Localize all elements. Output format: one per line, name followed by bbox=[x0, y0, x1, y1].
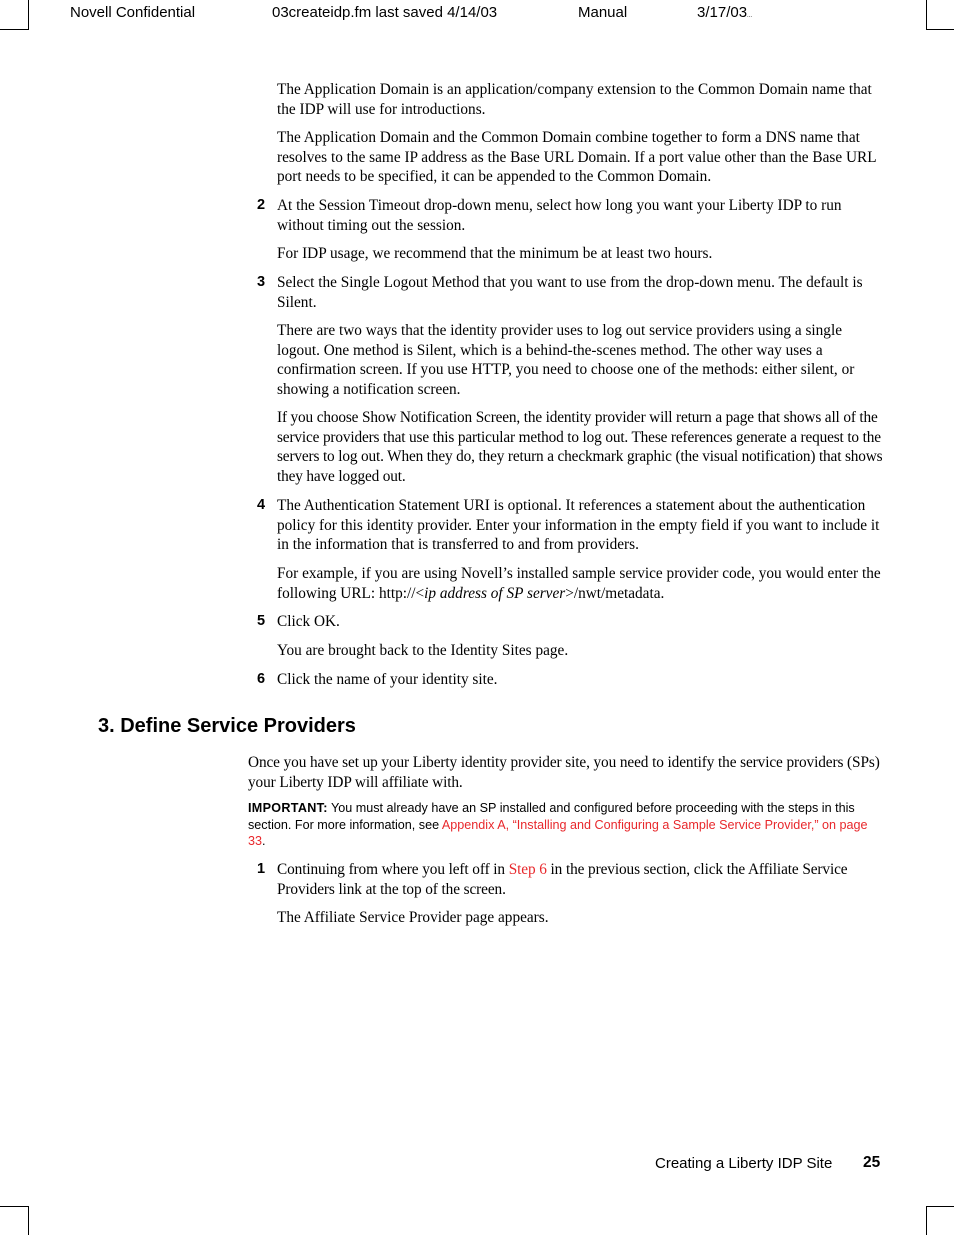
page-number: 25 bbox=[863, 1154, 881, 1171]
step-6-link[interactable]: Step 6 bbox=[508, 861, 547, 878]
header-confidential: Novell Confidential bbox=[70, 4, 196, 21]
step-number: 2 bbox=[257, 197, 266, 213]
url-placeholder: ip address of SP server bbox=[424, 584, 566, 602]
step-number: 1 bbox=[257, 861, 266, 877]
paragraph-back-to-sites: You are brought back to the Identity Sites page. bbox=[277, 642, 569, 659]
url-example-text: For example, if you are using Novell’s installed sample service provider code, you would enter the following URL: http://< bbox=[277, 565, 881, 602]
paragraph-notification-screen: If you choose Show Notification Screen, the identity provider will return a page that shows all of the service providers that use this particular method to log out. These references generate a request to the servers to log out. When they do, they return a checkmark graphic (the visual notification) that shows they have logged out. bbox=[277, 409, 883, 485]
header-date-suffix: ... bbox=[747, 13, 753, 19]
step-click-ok: Click OK. bbox=[277, 613, 340, 630]
crop-mark bbox=[28, 0, 29, 30]
step-number: 3 bbox=[257, 274, 266, 290]
step-session-timeout: At the Session Timeout drop-down menu, select how long you want your Liberty IDP to run without timing out the session. bbox=[277, 197, 842, 234]
paragraph-url-example bbox=[277, 564, 883, 603]
header-doc-type: Manual bbox=[578, 4, 628, 21]
section-heading: 3. Define Service Providers bbox=[98, 715, 356, 737]
footer-chapter-title: Creating a Liberty IDP Site bbox=[655, 1155, 833, 1172]
appendix-link[interactable]: Appendix A, “Installing and Configuring a Sample Service Provider,” on page 33 bbox=[248, 817, 868, 848]
paragraph-idp-usage: For IDP usage, we recommend that the minimum be at least two hours. bbox=[277, 245, 713, 262]
paragraph-dns-name: The Application Domain and the Common Domain combine together to form a DNS name that resolves to the same IP address as the Base URL Domain. If a port value other than the Base URL port needs to be specified, it can be appended to the Common Domain. bbox=[277, 129, 876, 185]
note-label: IMPORTANT: bbox=[248, 801, 328, 815]
step1-text-end: in the previous section, click the Affiliate Service Providers link at the top of the screen. bbox=[277, 861, 848, 898]
step-number: 5 bbox=[257, 613, 266, 629]
crop-mark bbox=[0, 1206, 28, 1207]
note-end: . bbox=[262, 834, 266, 848]
crop-mark bbox=[28, 1206, 29, 1235]
paragraph-application-domain: The Application Domain is an application/company extension to the Common Domain name that the IDP will use for introductions. bbox=[277, 81, 872, 118]
paragraph-section-intro: Once you have set up your Liberty identity provider site, you need to identify the service providers (SPs) your Liberty IDP will affiliate with. bbox=[248, 754, 880, 791]
step-click-site-name: Click the name of your identity site. bbox=[277, 671, 498, 688]
step-number: 6 bbox=[257, 671, 266, 687]
crop-mark bbox=[926, 29, 954, 30]
step-authentication-uri: The Authentication Statement URI is optional. It references a statement about the authentication policy for this identity provider. Enter your information in the empty field if you want to include it in the information that is transferred to and from providers. bbox=[277, 497, 880, 553]
header-date bbox=[697, 4, 752, 21]
step-affiliate-service-providers bbox=[277, 860, 883, 899]
url-example-end: >/nwt/metadata. bbox=[565, 584, 665, 602]
step-single-logout: Select the Single Logout Method that you want to use from the drop-down menu. The default is Silent. bbox=[277, 274, 863, 311]
crop-mark bbox=[926, 0, 927, 30]
step-number: 4 bbox=[257, 497, 266, 513]
header-date-value: 3/17/03 bbox=[697, 4, 748, 21]
crop-mark bbox=[0, 29, 28, 30]
header-file: 03createidp.fm last saved 4/14/03 bbox=[272, 4, 498, 21]
paragraph-affiliate-page: The Affiliate Service Provider page appears. bbox=[277, 909, 549, 926]
paragraph-logout-ways: There are two ways that the identity provider uses to log out service providers using a single logout. One method is Silent, which is a behind-the-scenes method. The other way uses a confirmation screen. If you use HTTP, you need to choose one of the methods: either silent, or showing a notification screen. bbox=[277, 322, 855, 398]
important-note bbox=[248, 800, 888, 850]
crop-mark bbox=[926, 1206, 927, 1235]
crop-mark bbox=[926, 1206, 954, 1207]
step1-text: Continuing from where you left off in bbox=[277, 861, 509, 878]
note-text: You must already have an SP installed and configured before proceeding with the steps in this section. For more information, see bbox=[248, 801, 855, 832]
